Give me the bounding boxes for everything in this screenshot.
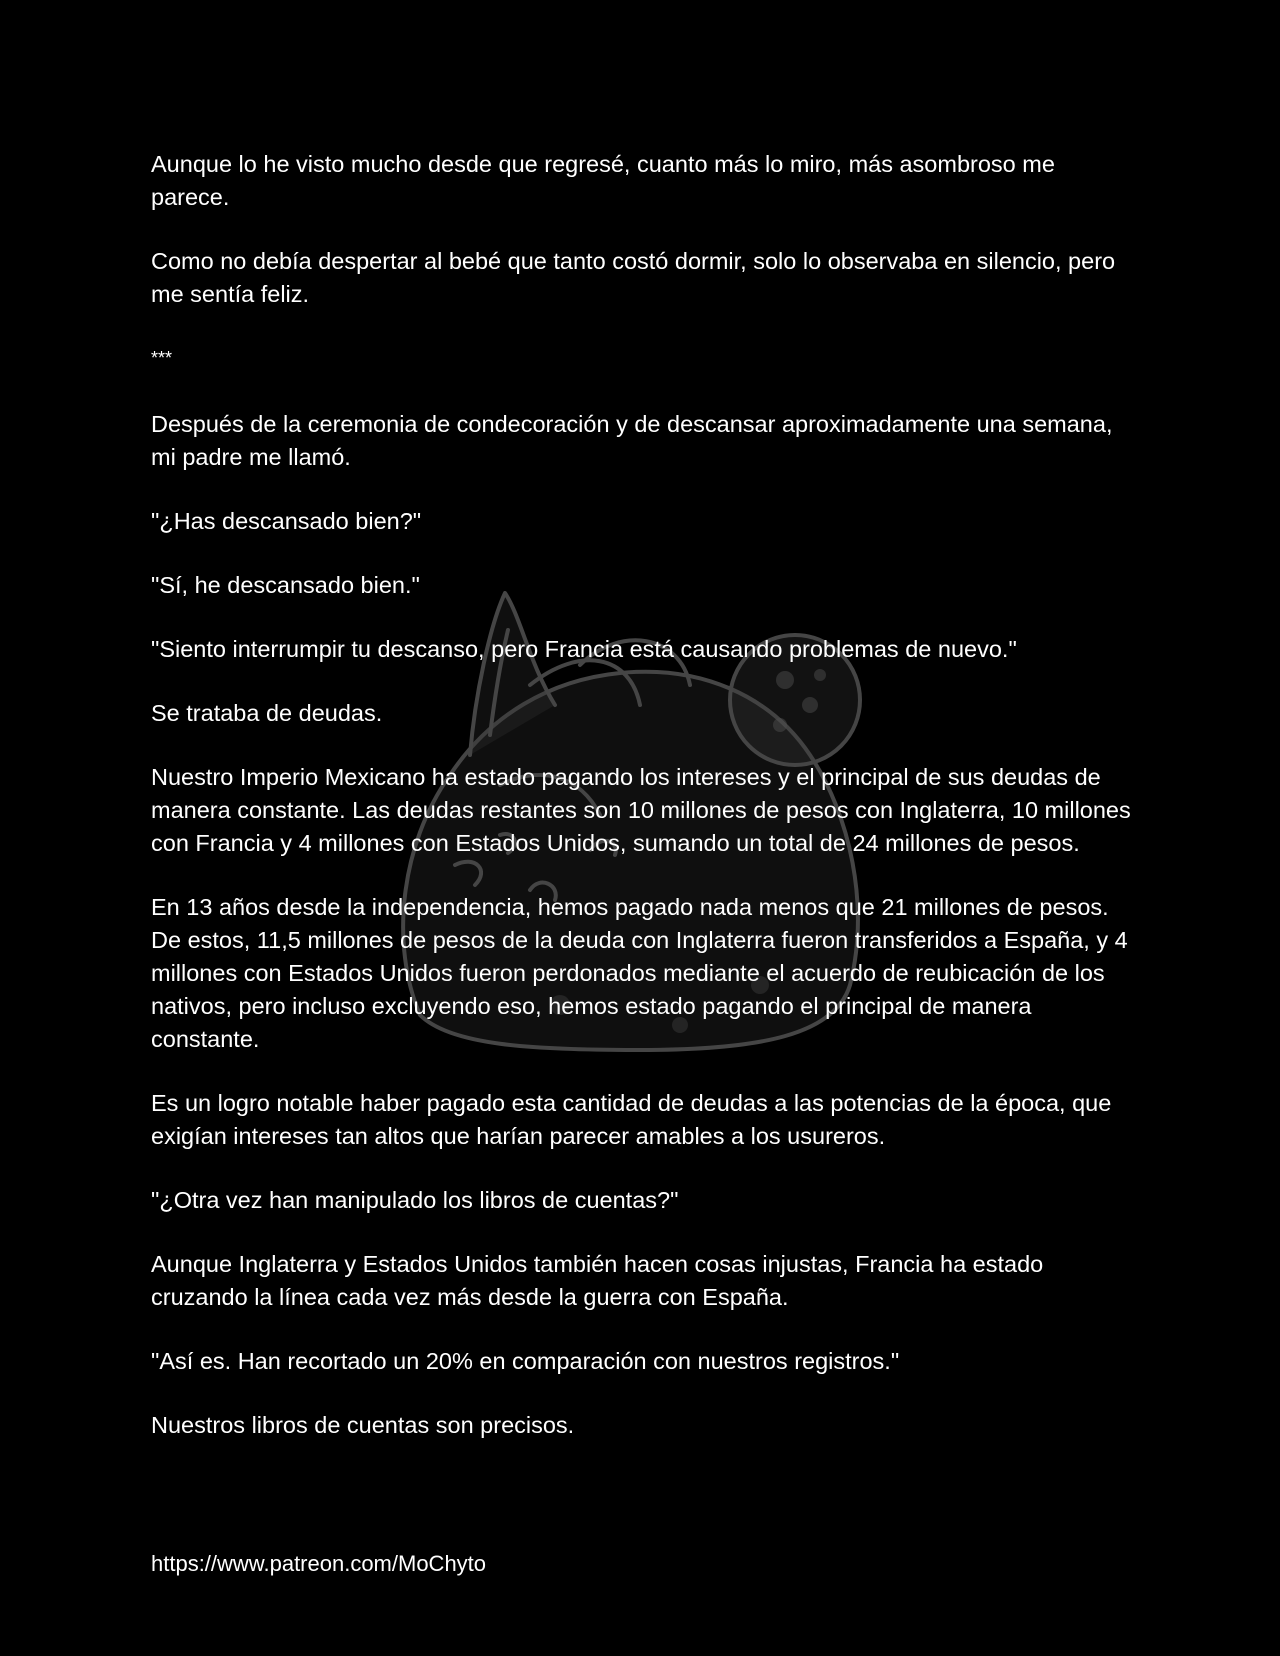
- paragraph: En 13 años desde la independencia, hemos pagado nada menos que 21 millones de pesos. De estos, 11,5 millones de pesos de la deuda con Inglaterra fueron transferidos a España, y 4 millones con Estados Unidos fueron perdonados mediante el acuerdo de reubicación de los nativos, pero incluso excluyendo eso, hemos estado pagando el principal de manera constante.: [151, 894, 1128, 1052]
- dialogue-line: "Sí, he descansado bien.": [151, 572, 420, 598]
- scene-break: ***: [151, 348, 173, 368]
- paragraph: Es un logro notable haber pagado esta cantidad de deudas a las potencias de la época, que exigían intereses tan altos que harían parecer amables a los usureros.: [151, 1090, 1112, 1149]
- dialogue-line: "Siento interrumpir tu descanso, pero Francia está causando problemas de nuevo.": [151, 636, 1017, 662]
- dialogue-line: "¿Otra vez han manipulado los libros de cuentas?": [151, 1187, 679, 1213]
- dialogue-line: "Así es. Han recortado un 20% en comparación con nuestros registros.": [151, 1348, 900, 1374]
- dialogue-line: "¿Has descansado bien?": [151, 508, 422, 534]
- paragraph: Aunque lo he visto mucho desde que regresé, cuanto más lo miro, más asombroso me parece.: [151, 151, 1055, 210]
- chapter-text: [151, 148, 1136, 1473]
- patreon-link[interactable]: https://www.patreon.com/MoChyto: [151, 1551, 487, 1576]
- paragraph: Aunque Inglaterra y Estados Unidos también hacen cosas injustas, Francia ha estado cruzando la línea cada vez más desde la guerra con España.: [151, 1251, 1044, 1310]
- paragraph: Nuestro Imperio Mexicano ha estado pagando los intereses y el principal de sus deudas de manera constante. Las deudas restantes son 10 millones de pesos con Inglaterra, 10 millones con Francia y 4 millones con Estados Unidos, sumando un total de 24 millones de pesos.: [151, 764, 1131, 856]
- paragraph: Nuestros libros de cuentas son precisos.: [151, 1412, 575, 1438]
- paragraph: Se trataba de deudas.: [151, 700, 383, 726]
- paragraph: Después de la ceremonia de condecoración y de descansar aproximadamente una semana, mi padre me llamó.: [151, 411, 1113, 470]
- paragraph: Como no debía despertar al bebé que tanto costó dormir, solo lo observaba en silencio, pero me sentía feliz.: [151, 248, 1116, 307]
